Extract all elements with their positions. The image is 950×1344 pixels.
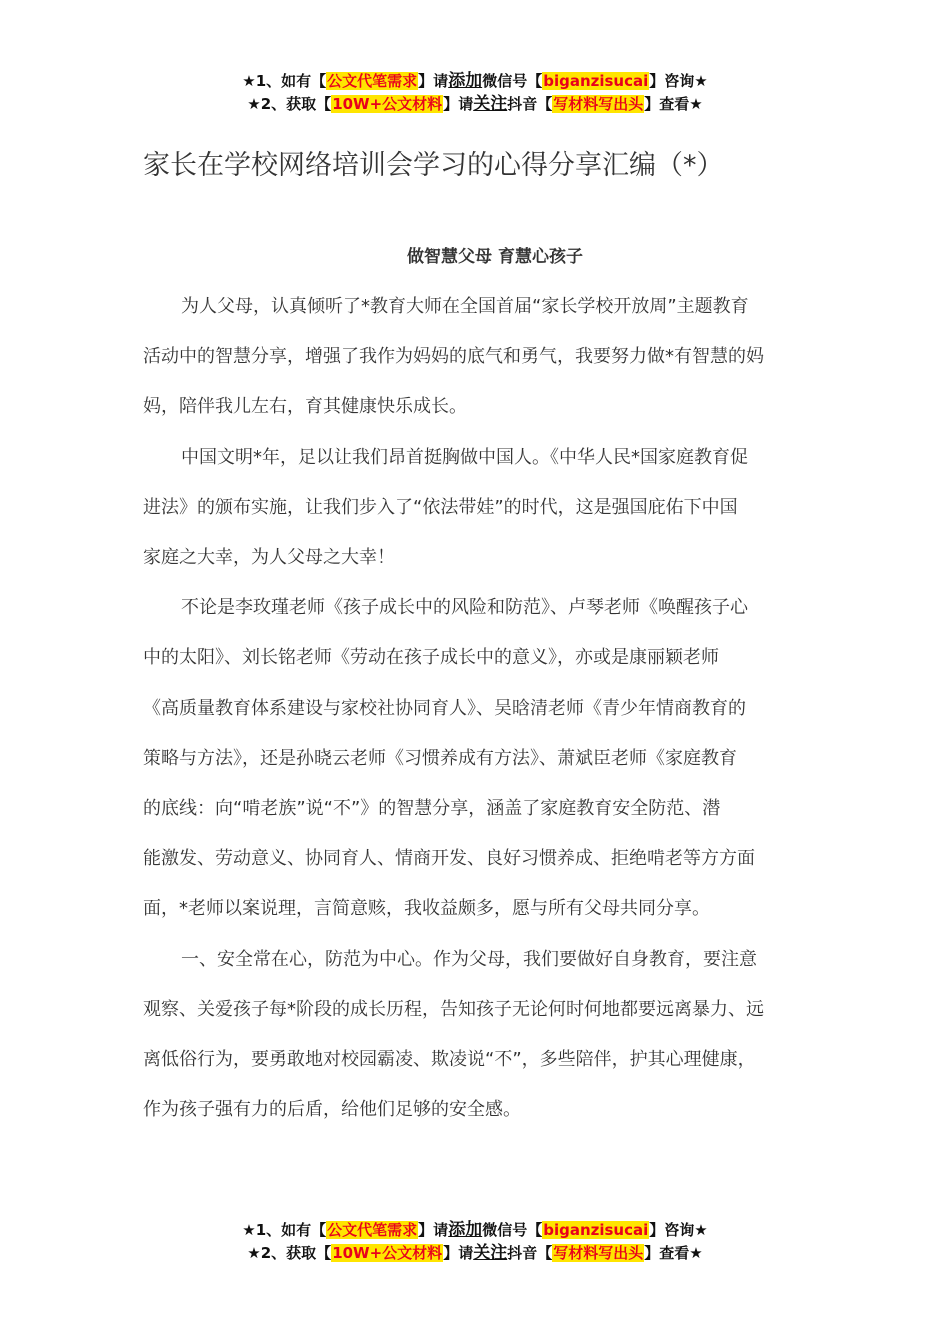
paragraph-line: 妈，陪伴我儿左右，育其健康快乐成长。: [143, 396, 467, 418]
paragraph-line: 策略与方法》，还是孙晓云老师《习惯养成有方法》、萧斌臣老师《家庭教育: [143, 747, 737, 769]
promo-highlight: 10W+公文材料: [332, 95, 443, 113]
promo-text: 抖音【: [507, 1244, 553, 1262]
promo-text: ★2、获取【: [247, 1244, 332, 1262]
document-subtitle: 做智慧父母 育慧心孩子: [407, 247, 583, 267]
paragraph-line: 进法》的颁布实施，让我们步入了“依法带娃”的时代，这是强国庇佑下中国: [143, 496, 738, 518]
paragraph-line: 一、安全常在心，防范为中心。作为父母，我们要做好自身教育，要注意: [181, 948, 757, 970]
promo-text: 】请: [418, 72, 449, 90]
paragraph-line: 不论是李玫瑾老师《孩子成长中的风险和防范》、卢琴老师《唤醒孩子心: [181, 597, 748, 619]
promo-highlight: 公文代笔需求: [327, 1221, 418, 1239]
paragraph-line: 家庭之大幸，为人父母之大幸！: [143, 547, 395, 569]
paragraph-line: 《高质量教育体系建设与家校社协同育人》、吴晗清老师《青少年情商教育的: [143, 697, 746, 719]
promo-highlight: 10W+公文材料: [332, 1244, 443, 1262]
promo-emphasis: 关注: [473, 94, 508, 114]
douyin-account-highlight: 写材料写出头: [553, 1244, 644, 1262]
paragraph-line: 中国文明*年，足以让我们昂首挺胸做中国人。《中华人民*国家庭教育促: [181, 446, 748, 468]
promo-banner-top: [0, 70, 950, 116]
promo-text: ★1、如有【: [242, 1221, 327, 1239]
promo-text: 】查看★: [644, 1244, 703, 1262]
douyin-account-highlight: 写材料写出头: [553, 95, 644, 113]
promo-text: 】查看★: [644, 95, 703, 113]
promo-text: 微信号【: [482, 72, 543, 90]
promo-text: 】请: [418, 1221, 449, 1239]
promo-text: ★2、获取【: [247, 95, 332, 113]
paragraph-line: 能激发、劳动意义、协同育人、情商开发、良好习惯养成、拒绝啃老等方方面: [143, 848, 755, 870]
promo-highlight: 公文代笔需求: [327, 72, 418, 90]
wechat-id-highlight: biganzisucai: [543, 1221, 649, 1239]
paragraph-line: 中的太阳》、刘长铭老师《劳动在孩子成长中的意义》，亦或是康丽颖老师: [143, 647, 719, 669]
promo-text: 】咨询★: [649, 72, 708, 90]
promo-text: ★1、如有【: [242, 72, 327, 90]
paragraph-line: 活动中的智慧分享，增强了我作为妈妈的底气和勇气，我要努力做*有智慧的妈: [143, 346, 764, 368]
paragraph-line: 作为孩子强有力的后盾，给他们足够的安全感。: [143, 1099, 521, 1121]
promo-banner-bottom: [0, 1219, 950, 1265]
paragraph-line: 面，*老师以案说理，言简意赅，我收益颇多，愿与所有父母共同分享。: [143, 898, 710, 920]
promo-text: 抖音【: [507, 95, 553, 113]
promo-text: 】请: [443, 95, 474, 113]
promo-line-1: [0, 70, 950, 93]
promo-line-2: [0, 93, 950, 116]
promo-text: 微信号【: [482, 1221, 543, 1239]
promo-emphasis: 关注: [473, 1243, 508, 1263]
promo-line-1: [0, 1219, 950, 1242]
paragraph-line: 的底线：向“啃老族”说“不”》的智慧分享，涵盖了家庭教育安全防范、潜: [143, 798, 721, 820]
paragraph-line: 为人父母，认真倾听了*教育大师在全国首届“家长学校开放周”主题教育: [181, 296, 749, 317]
promo-emphasis: 添加: [448, 71, 483, 91]
paragraph: [143, 935, 815, 1136]
paragraph-line: 离低俗行为，要勇敢地对校园霸凌、欺凌说“不”，多些陪伴，护其心理健康，: [143, 1049, 756, 1071]
promo-line-2: [0, 1242, 950, 1265]
document-title: 家长在学校网络培训会学习的心得分享汇编（*）: [143, 150, 724, 181]
paragraph: [143, 282, 815, 433]
document-body: [143, 282, 815, 1135]
paragraph: [143, 433, 815, 584]
wechat-id-highlight: biganzisucai: [543, 72, 649, 90]
paragraph-line: 观察、关爱孩子每*阶段的成长历程，告知孩子无论何时何地都要远离暴力、远: [143, 998, 764, 1020]
promo-text: 】请: [443, 1244, 474, 1262]
paragraph: [143, 583, 815, 934]
promo-emphasis: 添加: [448, 1220, 483, 1240]
promo-text: 】咨询★: [649, 1221, 708, 1239]
